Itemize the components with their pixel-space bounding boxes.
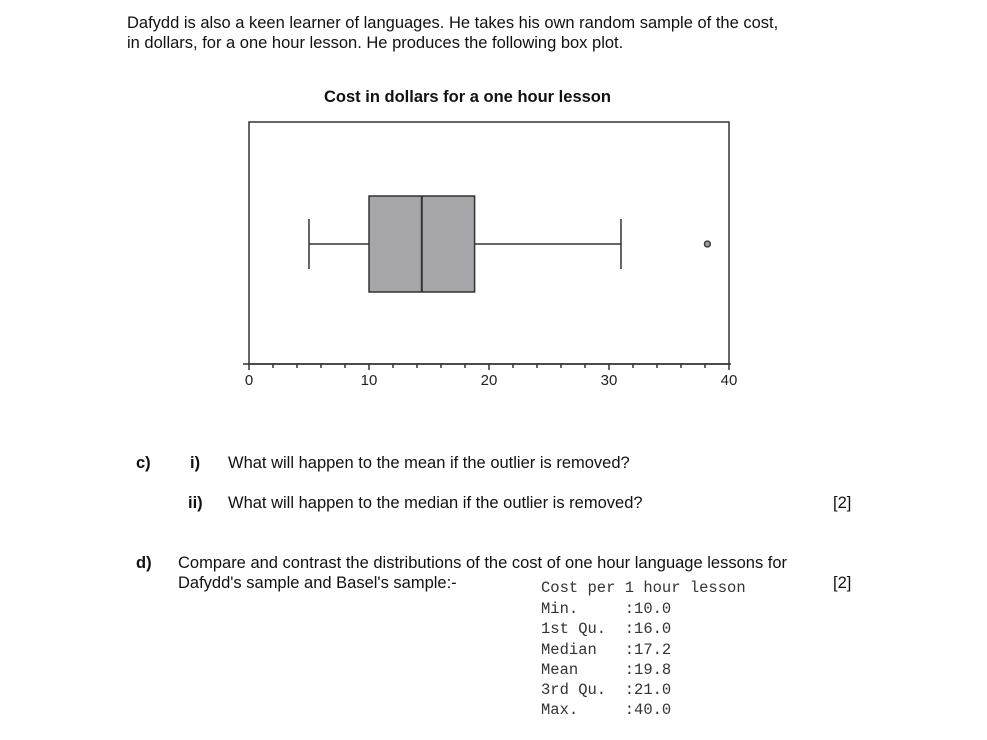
summary-table xyxy=(541,599,671,721)
tick-label: 30 xyxy=(600,372,618,389)
summary-row: Mean :19.8 xyxy=(541,660,672,679)
intro-line-1: Dafydd is also a keen learner of languages. He takes his own random sample of the cost, xyxy=(127,14,779,32)
summary-row: Min. :10.0 xyxy=(541,600,672,618)
chart-title: Cost in dollars for a one hour lesson xyxy=(324,88,611,106)
summary-row: 1st Qu. :16.0 xyxy=(541,620,672,639)
summary-row: Median :17.2 xyxy=(541,640,672,659)
question-c-label: c) xyxy=(136,454,151,472)
outlier-point xyxy=(704,241,710,247)
question-c-i-text: What will happen to the mean if the outlier is removed? xyxy=(228,454,630,472)
question-c-marks: [2] xyxy=(833,494,852,512)
summary-heading: Cost per 1 hour lesson xyxy=(541,579,746,597)
tick-label: 20 xyxy=(480,372,498,389)
question-c-i-label: i) xyxy=(190,454,201,472)
question-d-line-2: Dafydd's sample and Basel's sample:- xyxy=(178,574,457,592)
question-d-line-1: Compare and contrast the distributions of the cost of one hour language lessons for xyxy=(178,554,788,572)
question-d-label: d) xyxy=(136,554,152,572)
question-c-ii-text: What will happen to the median if the outlier is removed? xyxy=(228,494,643,512)
tick-label: 10 xyxy=(360,372,378,389)
tick-label: 0 xyxy=(244,372,254,389)
question-c-ii-label: ii) xyxy=(188,494,203,512)
intro-line-2: in dollars, for a one hour lesson. He produces the following box plot. xyxy=(127,34,624,52)
summary-row: 3rd Qu. :21.0 xyxy=(541,681,672,700)
tick-label: 40 xyxy=(720,372,738,389)
plot-frame xyxy=(249,122,729,364)
question-d-marks: [2] xyxy=(833,574,852,592)
summary-row: Max. :40.0 xyxy=(541,701,672,720)
